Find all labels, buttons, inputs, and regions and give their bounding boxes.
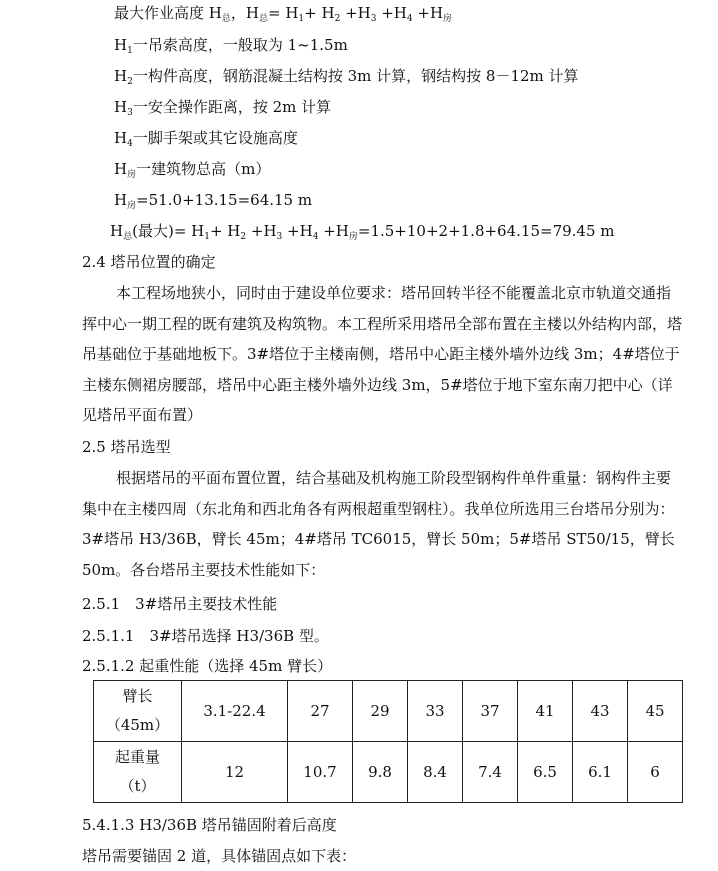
section-5-4-1-3-body: 塔吊需要锚固 2 道，具体锚固点如下表： <box>82 847 357 865</box>
lifting-capacity-table <box>93 680 683 803</box>
h-fang-calc: $H_房=51.0+13.15=64.15$ m <box>114 191 313 211</box>
table-cell: 10.7 <box>288 742 353 803</box>
h4-definition: $H_4$一脚手架或其它设施高度 <box>114 129 298 149</box>
table-row <box>94 742 683 803</box>
table-cell: 6.5 <box>518 742 573 803</box>
table-cell: 7.4 <box>463 742 518 803</box>
section-5-4-1-3-title: 5.4.1.3 H3/36B 塔吊锚固附着后高度 <box>82 816 337 834</box>
section-2-5-1-title: 2.5.1 3#塔吊主要技术性能 <box>82 595 278 613</box>
table-cell: 41 <box>518 681 573 742</box>
table-cell: 3.1-22.4 <box>182 681 288 742</box>
section-2-4-body: 本工程场地狭小，同时由于建设单位要求：塔吊回转半径不能覆盖北京市轨道交通指挥中心一期工程的既有建筑及构筑物。本工程所采用塔吊全部布置在主楼以外结构内部，塔吊基础位于基础地板下。3#塔位于主楼南侧，塔吊中心距主楼外墙外边线 3m；4#塔位于主楼东侧裙房腰部，塔吊中心距主楼外墙外边线 3m，5#塔位于地下室东南刀把中心（详见塔吊平面布置） <box>82 284 683 424</box>
h-total-calc: $H_总$(最大)= $H_1+ H_2 +H_3 +H_4 +H_房=1.5+10+2+1.8+64.15=79.45$ m <box>110 222 615 242</box>
table-cell: 33 <box>408 681 463 742</box>
table-cell: 9.8 <box>353 742 408 803</box>
h1-definition: $H_1$一吊索高度，一般取为 1~1.5m <box>114 36 348 56</box>
h-fang-definition: $H_房$一建筑物总高（m） <box>114 160 271 180</box>
table-cell: 37 <box>463 681 518 742</box>
table-cell: 12 <box>182 742 288 803</box>
table-cell: 27 <box>288 681 353 742</box>
section-2-5-title: 2.5 塔吊选型 <box>82 438 171 456</box>
h3-definition: $H_3$一安全操作距离，按 2m 计算 <box>114 98 332 118</box>
table-cell: 43 <box>573 681 628 742</box>
row-header-lifting-weight: 起重量 （t） <box>94 742 182 803</box>
max-height-line: 最大作业高度 $H_总$，$H_总= H_1+ H_2 +H_3 +H_4 +H_房$ <box>114 4 453 24</box>
row-header-arm-length: 臂长 （45m） <box>94 681 182 742</box>
table-cell: 29 <box>353 681 408 742</box>
table-cell: 8.4 <box>408 742 463 803</box>
table-cell: 6.1 <box>573 742 628 803</box>
section-2-5-1-1-title: 2.5.1.1 3#塔吊选择 H3/36B 型。 <box>82 627 329 645</box>
table-cell: 6 <box>628 742 683 803</box>
h2-definition: $H_2$一构件高度，钢筋混凝土结构按 3m 计算，钢结构按 8－12m 计算 <box>114 67 579 87</box>
table-cell: 45 <box>628 681 683 742</box>
section-2-5-1-2-title: 2.5.1.2 起重性能（选择 45m 臂长） <box>82 657 333 675</box>
section-2-4-title: 2.4 塔吊位置的确定 <box>82 253 216 271</box>
table-row <box>94 681 683 742</box>
section-2-5-body: 根据塔吊的平面布置位置，结合基础及机构施工阶段型钢构件单件重量：钢构件主要集中在主楼四周（东北角和西北角各有两根超重型钢柱）。我单位所选用三台塔吊分别为：3#塔吊 H3/36B，臂长 45m；4#塔吊 TC6015，臂长 50m；5#塔吊 ST50/15，臂长 50m。各台塔吊主要技术性能如下： <box>82 469 675 579</box>
